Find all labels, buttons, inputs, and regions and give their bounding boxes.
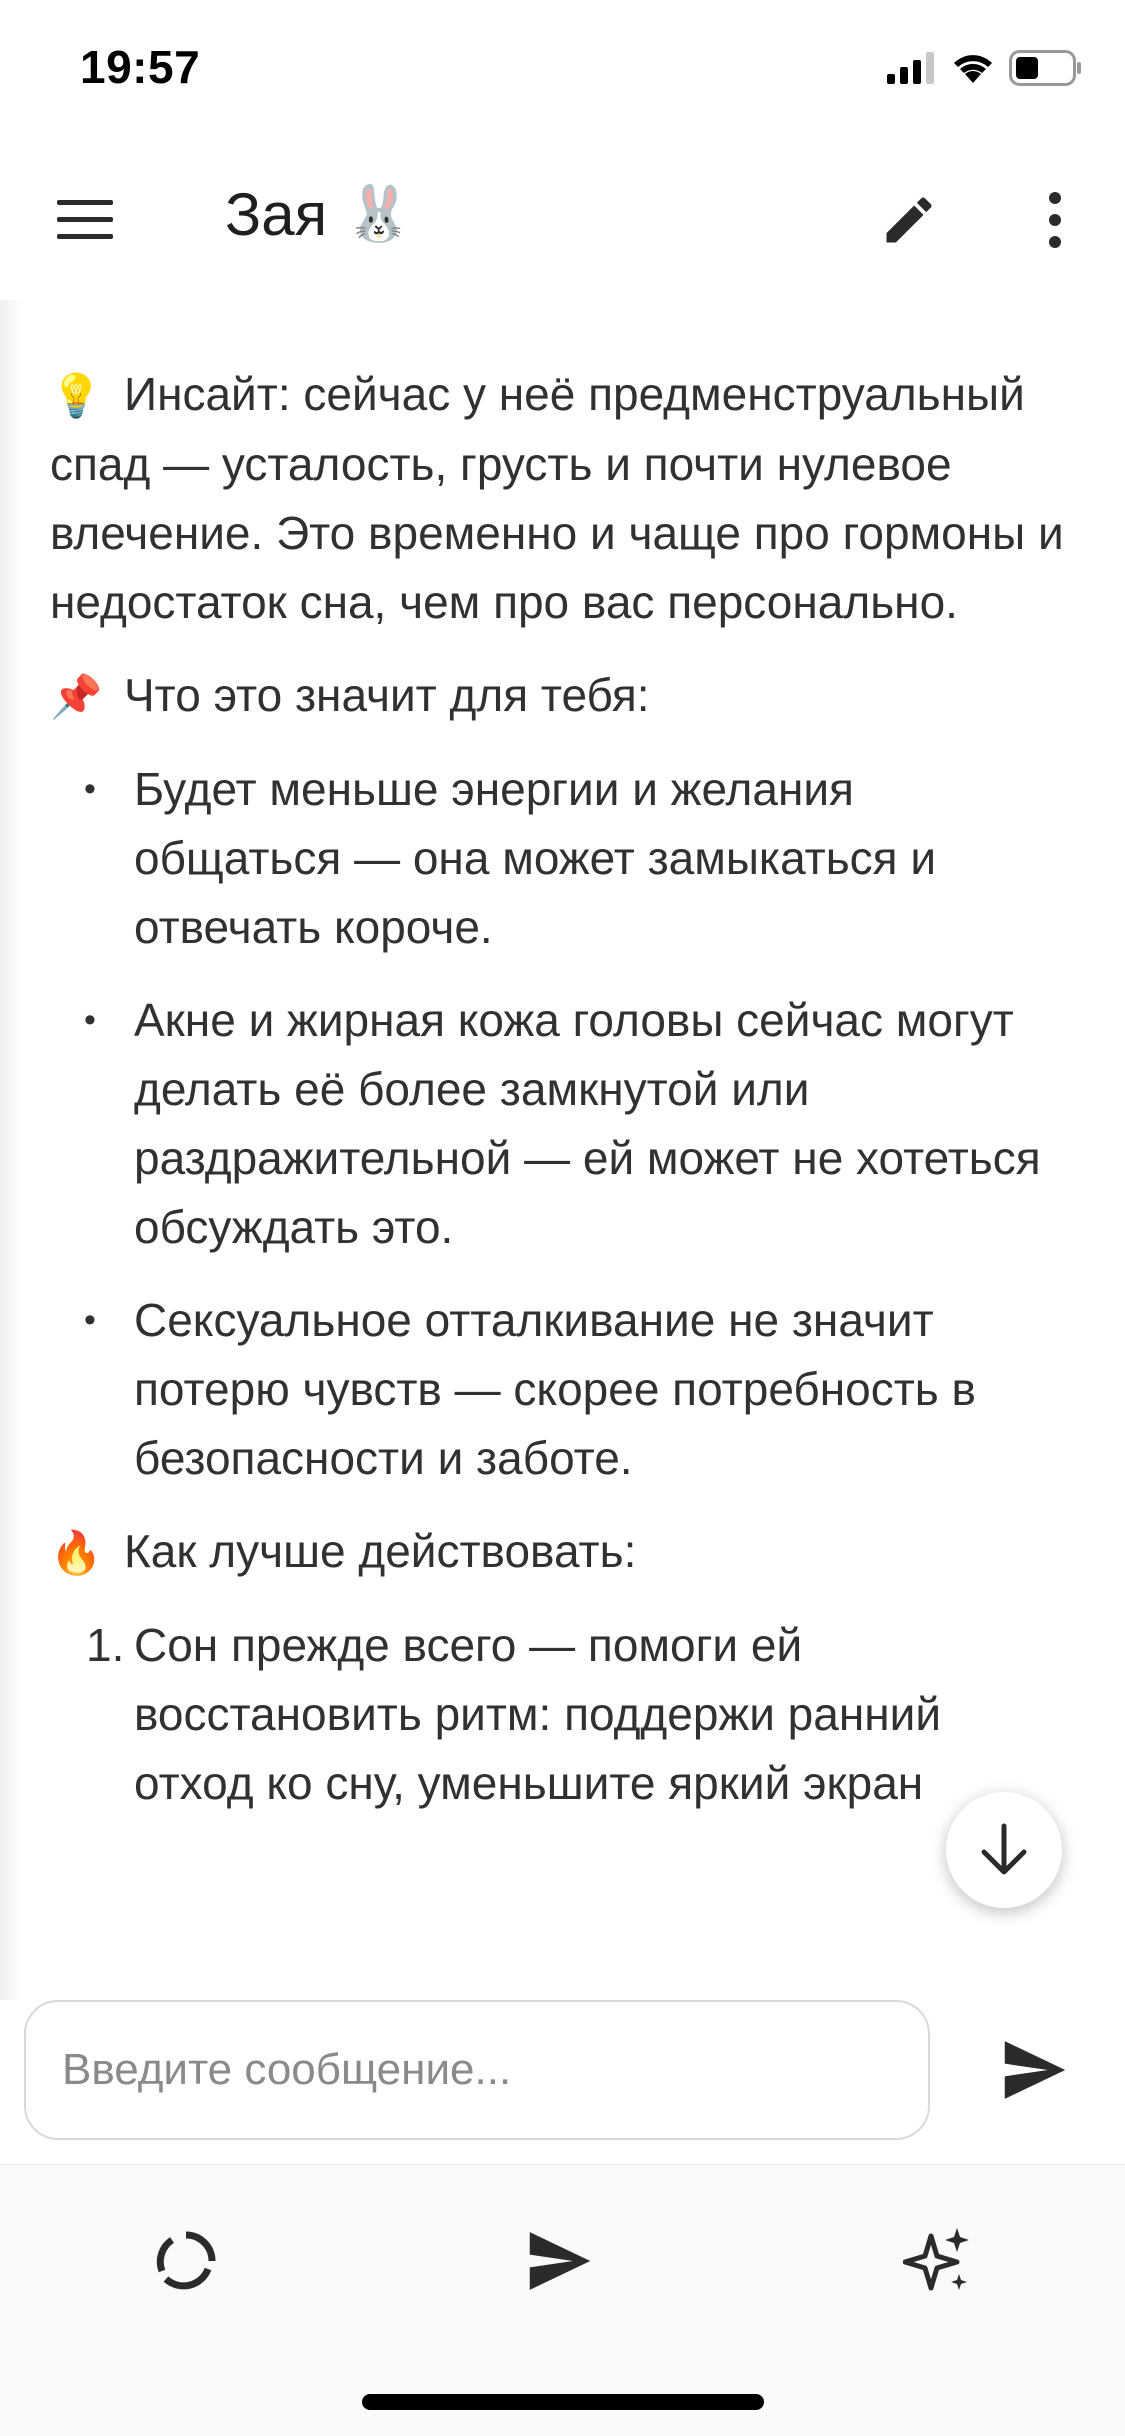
app-header <box>0 140 1125 300</box>
lightbulb-icon: 💡 <box>50 372 103 419</box>
meaning-heading-text: Что это значит для тебя: <box>124 669 650 721</box>
chat-title-text: Зая <box>225 181 328 248</box>
home-indicator[interactable] <box>362 2394 764 2410</box>
more-options-button[interactable] <box>1010 180 1100 260</box>
list-item <box>50 755 1070 962</box>
actions-heading <box>50 1517 1070 1587</box>
status-icons <box>887 48 1083 88</box>
status-bar <box>0 0 1125 140</box>
rabbit-emoji-icon: 🐰 <box>345 184 413 244</box>
wifi-icon <box>951 51 995 85</box>
message-input[interactable] <box>62 2002 928 2138</box>
meaning-list <box>50 755 1070 1493</box>
bullet-icon: • <box>84 1301 96 1339</box>
fire-icon: 🔥 <box>50 1529 103 1576</box>
chat-title <box>225 180 412 249</box>
insight-text: Инсайт: сейчас у неё предменструальный спад — усталость, грусть и почти нулевое влечение. Это временно и чаще про гормоны и недостаток сна, чем про вас персонально. <box>50 368 1064 628</box>
bullet-icon: • <box>84 1001 96 1039</box>
menu-button[interactable] <box>40 184 130 256</box>
meaning-heading <box>50 661 1070 731</box>
list-item-text: Сон прежде всего — помоги ей восстановить ритм: поддержи ранний отход ко сну, уменьшите яркий экран <box>134 1619 942 1809</box>
status-time: 19:57 <box>80 41 201 93</box>
refresh-button[interactable] <box>136 2211 236 2311</box>
hamburger-menu-icon <box>57 198 113 242</box>
composer <box>0 2000 1125 2160</box>
list-item <box>50 1286 1070 1493</box>
actions-heading-text: Как лучше действовать: <box>124 1525 637 1577</box>
cellular-signal-icon <box>887 52 937 84</box>
more-vertical-icon <box>1045 192 1065 248</box>
pushpin-icon: 📌 <box>50 673 103 720</box>
message-input-box <box>24 2000 930 2140</box>
sparkles-button[interactable] <box>888 2211 988 2311</box>
pencil-icon <box>879 190 939 250</box>
sparkles-icon <box>903 2226 973 2296</box>
list-item-text: Сексуальное отталкивание не значит потерю чувств — скорее потребность в безопасности и заботе. <box>134 1294 976 1484</box>
assistant-message <box>50 360 1070 1842</box>
send-button[interactable] <box>980 2020 1090 2120</box>
insight-paragraph <box>50 360 1070 637</box>
list-item <box>50 1611 1070 1818</box>
scroll-to-bottom-button[interactable] <box>946 1792 1062 1908</box>
refresh-icon <box>154 2229 218 2293</box>
bullet-icon: • <box>84 770 96 808</box>
list-item-number: 1. <box>86 1619 125 1671</box>
list-item-text: Будет меньше энергии и желания общаться — она может замыкаться и отвечать короче. <box>134 763 937 953</box>
bottom-send-button[interactable] <box>510 2211 610 2311</box>
arrow-down-icon <box>978 1822 1030 1878</box>
actions-list <box>50 1611 1070 1818</box>
send-icon <box>1002 2041 1068 2099</box>
list-item-text: Акне и жирная кожа головы сейчас могут делать её более замкнутой или раздражительной — ей может не хотеться обсуждать это. <box>134 994 1041 1253</box>
edit-button[interactable] <box>864 180 954 260</box>
chat-area[interactable] <box>0 300 1125 2000</box>
battery-icon <box>1009 50 1083 86</box>
send-icon <box>527 2232 593 2290</box>
list-item <box>50 986 1070 1262</box>
